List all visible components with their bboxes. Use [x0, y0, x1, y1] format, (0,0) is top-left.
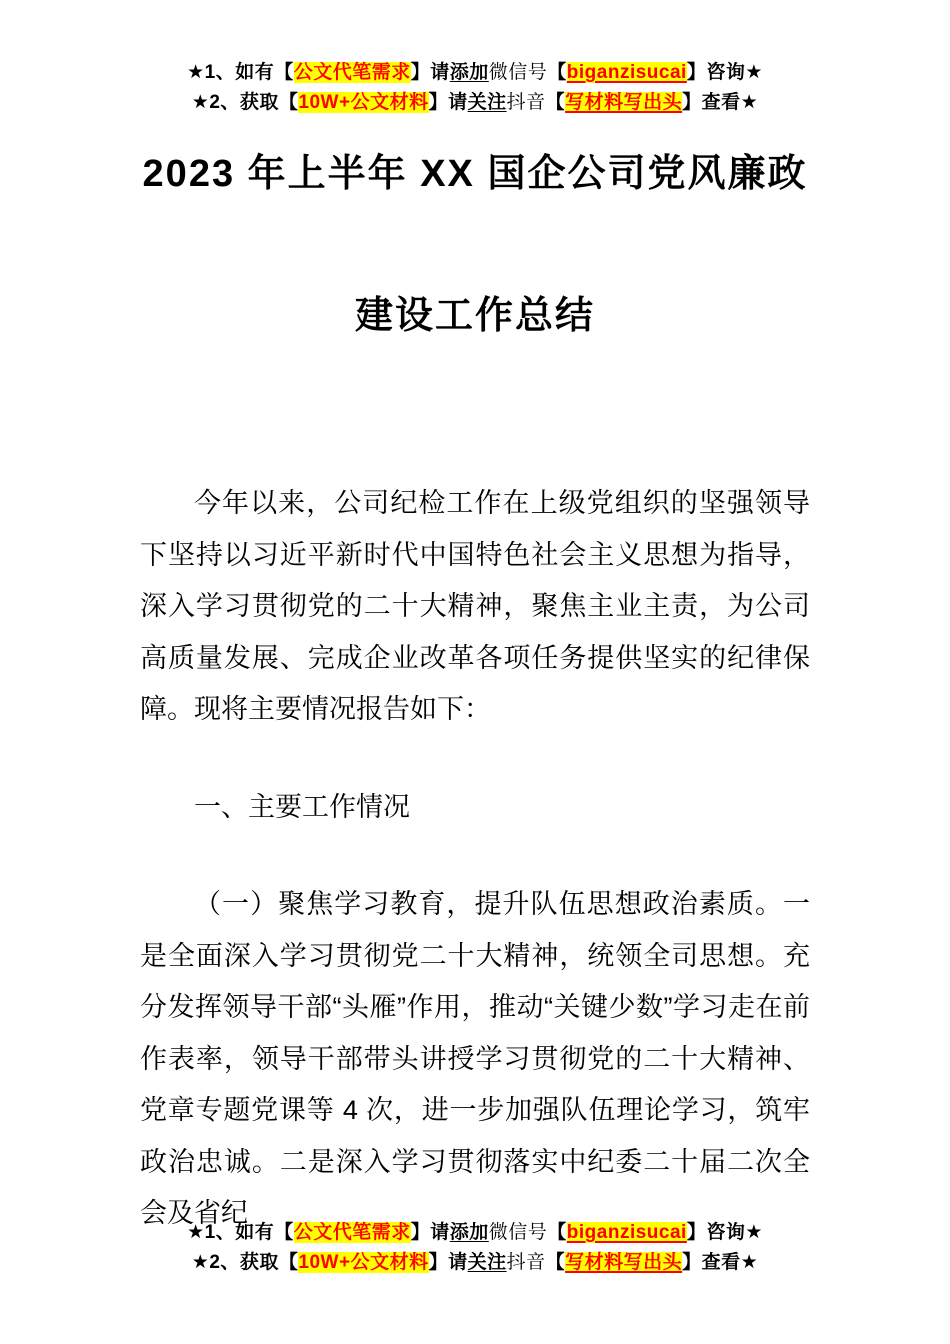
promo-text: 【: [547, 62, 567, 83]
promo-highlight-service: 公文代笔需求: [293, 62, 411, 83]
promo-header-line-1: [0, 58, 950, 88]
promo-header: [0, 0, 950, 118]
promo-douyin-id: 写材料写出头: [565, 1252, 683, 1273]
promo-underline-add: 添加: [449, 1222, 489, 1243]
promo-text: 微信号: [488, 62, 548, 83]
promo-text: ★1、如有【: [187, 1222, 294, 1243]
promo-highlight-materials: 10W+公文材料: [298, 92, 429, 113]
promo-text: 抖音: [506, 1252, 546, 1273]
promo-text: 【: [545, 92, 566, 113]
section-heading-1: 一、主要工作情况: [194, 791, 410, 822]
title-line-1: 2023 年上半年 XX 国企公司党风廉政: [142, 153, 808, 195]
promo-text: 】咨询★: [686, 1222, 763, 1243]
promo-text: 】请: [410, 62, 450, 83]
promo-text: 】咨询★: [686, 62, 763, 83]
promo-footer: [0, 1218, 950, 1278]
promo-text: 【: [545, 1252, 566, 1273]
promo-douyin-id: 写材料写出头: [565, 92, 683, 113]
promo-header-line-2: [0, 88, 950, 118]
promo-wechat-id: biganzisucai: [566, 1222, 687, 1243]
promo-underline-add: 添加: [449, 62, 489, 83]
promo-underline-follow: 关注: [467, 92, 507, 113]
promo-underline-follow: 关注: [467, 1252, 507, 1273]
promo-text: ★1、如有【: [187, 62, 294, 83]
promo-text: 抖音: [506, 92, 546, 113]
promo-text: 】请: [410, 1222, 450, 1243]
paragraph-intro: 今年以来，公司纪检工作在上级党组织的坚强领导下坚持以习近平新时代中国特色社会主义思想为指导，深入学习贯彻党的二十大精神，聚焦主业主责，为公司高质量发展、完成企业改革各项任务提供坚实的纪律保障。现将主要情况报告如下：: [140, 488, 810, 724]
promo-text: 】查看★: [682, 92, 759, 113]
promo-text: 】请: [428, 92, 468, 113]
document-body: [140, 342, 810, 1240]
promo-text: ★2、获取【: [191, 92, 299, 113]
document-title: [0, 148, 950, 342]
promo-text: 【: [547, 1222, 567, 1243]
promo-wechat-id: biganzisucai: [566, 62, 687, 83]
promo-text: 】查看★: [682, 1252, 759, 1273]
promo-footer-line-1: [0, 1218, 950, 1248]
promo-text: 】请: [428, 1252, 468, 1273]
promo-text: ★2、获取【: [191, 1252, 299, 1273]
promo-highlight-service: 公文代笔需求: [293, 1222, 411, 1243]
title-line-2: 建设工作总结: [354, 295, 595, 337]
promo-text: 微信号: [488, 1222, 548, 1243]
promo-highlight-materials: 10W+公文材料: [298, 1252, 429, 1273]
promo-footer-line-2: [0, 1248, 950, 1278]
paragraph-section-1-1: （一）聚焦学习教育，提升队伍思想政治素质。一是全面深入学习贯彻党二十大精神，统领全司思想。充分发挥领导干部“头雁”作用，推动“关键少数”学习走在前作表率，领导干部带头讲授学习贯彻党的二十大精神、党章专题党课等 4 次，进一步加强队伍理论学习，筑牢政治忠诚。二是深入学习贯彻落实中纪委二十届二次全会及省纪: [140, 889, 810, 1228]
